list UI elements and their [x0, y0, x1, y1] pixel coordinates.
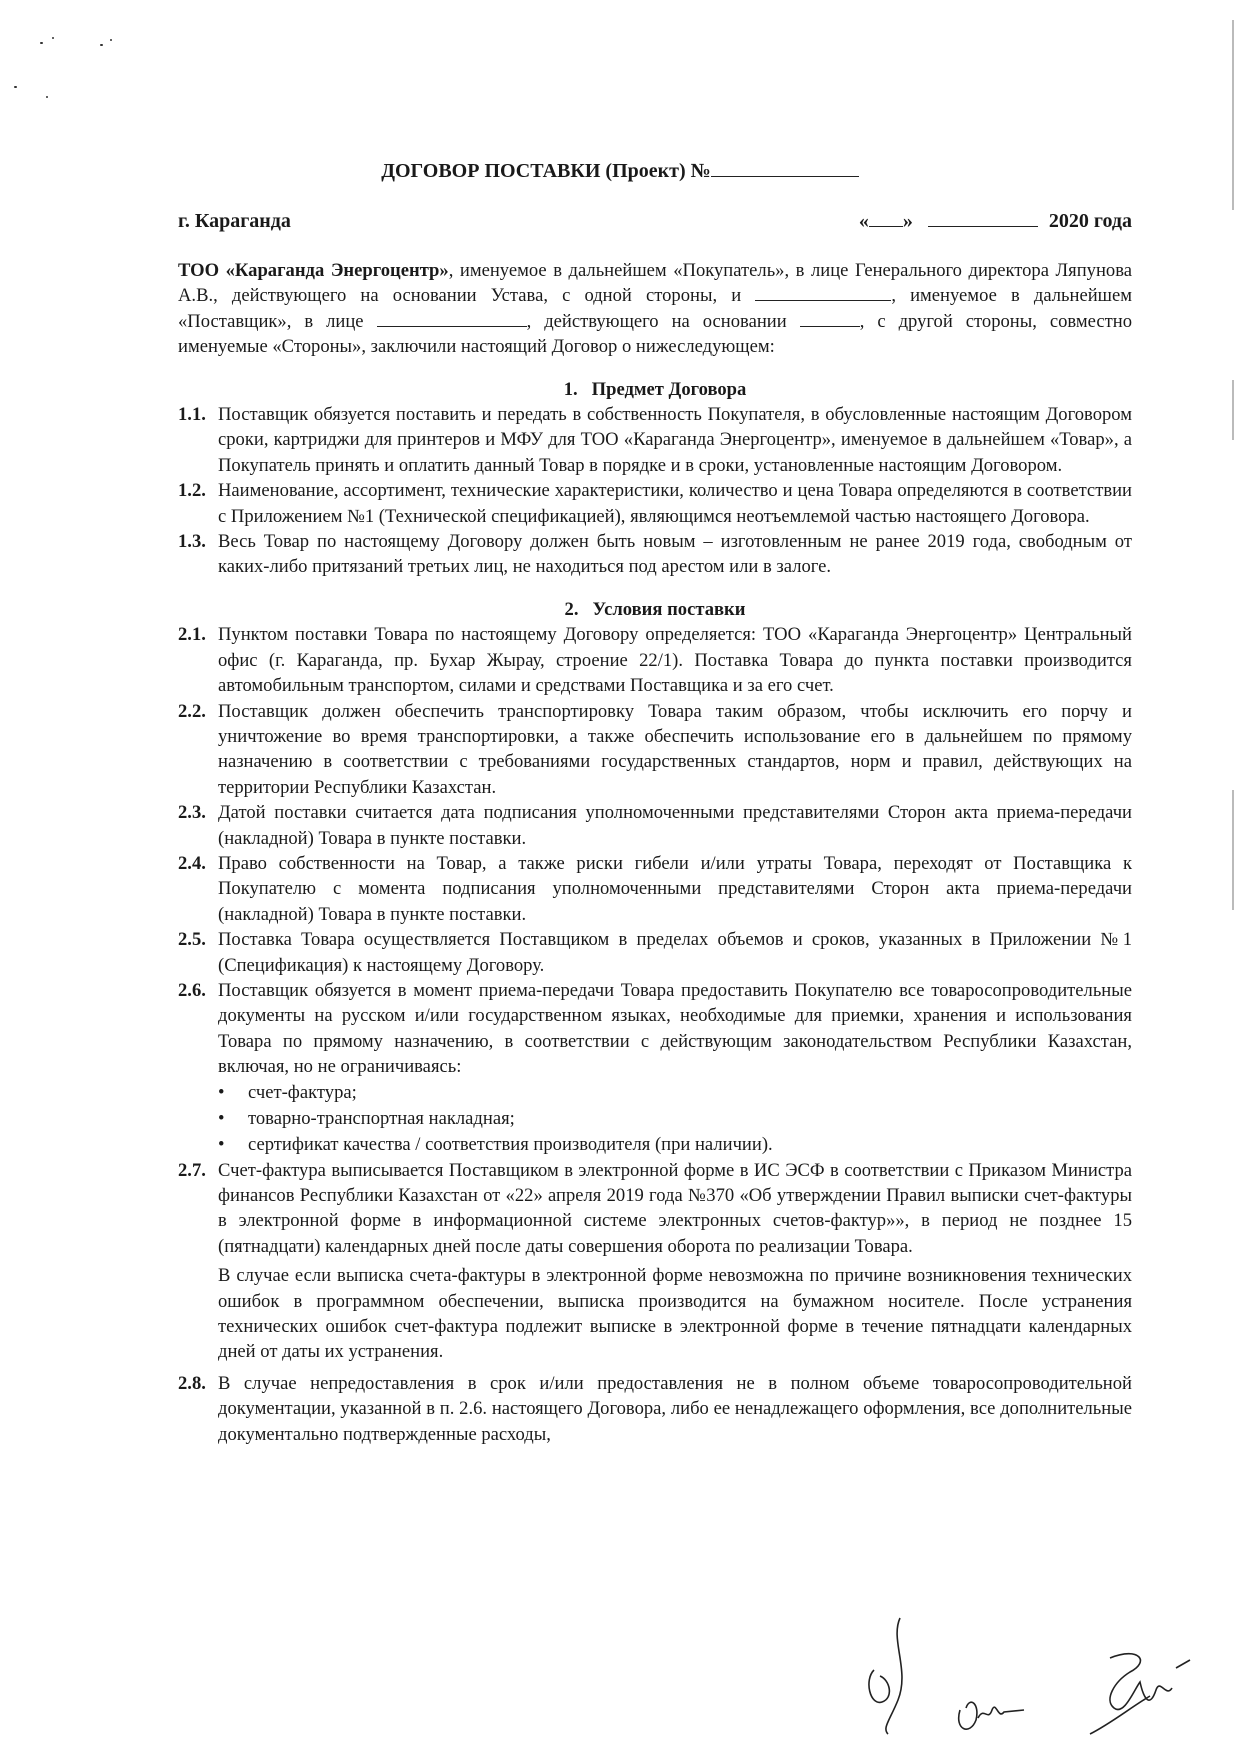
- bullet-icon: •: [218, 1081, 225, 1103]
- list-item: • товарно-транспортная накладная;: [178, 1106, 1132, 1132]
- document-title: ДОГОВОР ПОСТАВКИ (Проект) №: [0, 158, 1240, 183]
- bullet-icon: •: [218, 1133, 225, 1155]
- document-body: [178, 258, 1132, 1447]
- clause-2-2: 2.2. Поставщик должен обеспечить транспортировку Товара таким образом, чтобы исключить его порчу и уничтожение во время транспортировки, а также обеспечить использование его в дальнейшем по прямому назначению в соответствии с требованиями государственных стандартов, норм и правил, действующих на территории Республики Казахстан.: [178, 700, 1132, 798]
- signature-initials-3: [1080, 1638, 1200, 1748]
- preamble: ТОО «Караганда Энергоцентр», именуемое в дальнейшем «Покупатель», в лице Генерального директора Ляпунова А.В., действующего на основании Устава, с одной стороны, и , именуемое в дальнейшем «Поставщик», в лице , действующего на основании , с другой стороны, совместно именуемые «Стороны», заключили настоящий Договор о нижеследующем:: [178, 260, 1132, 358]
- city: г. Караганда: [178, 210, 291, 232]
- clause-1-3: 1.3. Весь Товар по настоящему Договору должен быть новым – изготовленным не ранее 2019 года, свободным от каких-либо притязаний третьих лиц, не находиться под арестом или в залоге.: [178, 531, 1132, 578]
- clause-1-2: 1.2. Наименование, ассортимент, технические характеристики, количество и цена Товара определяются в соответствии с Приложением №1 (Технической спецификацией), являющимся неотъемлемой частью настоящего Договора.: [178, 480, 1132, 527]
- section-1-heading: 1. Предмет Договора: [563, 378, 747, 400]
- clause-2-5: 2.5. Поставка Товара осуществляется Поставщиком в пределах объемов и сроков, указанных в Приложении №1 (Спецификация) к настоящему Договору.: [178, 929, 1132, 976]
- scan-edge-shadow: [1232, 790, 1234, 910]
- signature-initials-1: [860, 1610, 920, 1740]
- clause-2-4: 2.4. Право собственности на Товар, а также риски гибели и/или утраты Товара, переходят от Поставщика к Покупателю с момента подписания уполномоченными представителями Сторон акта приема-передачи (накладной) Товара в пункте поставки.: [178, 852, 1132, 925]
- scan-speck: [52, 37, 54, 39]
- list-item: • счет-фактура;: [178, 1080, 1132, 1106]
- list-item: • сертификат качества / соответствия производителя (при наличии).: [178, 1132, 1132, 1158]
- scan-edge-shadow: [1232, 380, 1234, 440]
- clause-2-1: 2.1. Пунктом поставки Товара по настоящему Договору определяется: ТОО «Караганда Энергоцентр» Центральный офис (г. Караганда, пр. Бухар Жырау, строение 22/1). Поставка Товара до пункта поставки производится автомобильным транспортом, силами и средствами Поставщика и за его счет.: [178, 624, 1132, 697]
- scan-speck: [110, 39, 112, 41]
- clause-2-6: 2.6. Поставщик обязуется в момент приема-передачи Товара предоставить Покупателю все товаросопроводительные документы на русском и/или государственном языках, необходимые для приемки, хранения и использования Товара по прямому назначению, в соответствии с действующим законодательством Республики Казахстан, включая, но не ограничиваясь:: [178, 979, 1132, 1078]
- clause-2-3: 2.3. Датой поставки считается дата подписания уполномоченными представителями Сторон акта приема-передачи (накладной) Товара в пункте поставки.: [178, 802, 1132, 849]
- contract-number-blank: [711, 158, 859, 177]
- scan-speck: [100, 44, 103, 46]
- scan-speck: [46, 96, 48, 98]
- section-2-heading: 2. Условия поставки: [564, 598, 746, 620]
- scan-speck: [14, 86, 17, 88]
- bullet-icon: •: [218, 1107, 225, 1129]
- clause-1-1: 1.1. Поставщик обязуется поставить и передать в собственность Покупателя, в обусловленные настоящим Договором сроки, картриджи для принтеров и МФУ для ТОО «Караганда Энергоцентр», именуемое в дальнейшем «Товар», а Покупатель принять и оплатить данный Товар в порядке и в сроки, установленные настоящим Договором.: [178, 404, 1132, 476]
- clause-2-7-paragraph: В случае если выписка счета-фактуры в электронной форме невозможна по причине возникновения технических ошибок в программном обеспечении, выписка производится на бумажном носителе. После устранения технических ошибок счет-фактура подлежит выписке в электронной форме в течение пятнадцати календарных дней от даты их устранения.: [218, 1265, 1132, 1363]
- scan-speck: [40, 42, 43, 44]
- city-date-line: [178, 210, 1132, 233]
- signature-initials-2: [950, 1660, 1030, 1740]
- clause-2-7: 2.7. Счет-фактура выписывается Поставщиком в электронной форме в ИС ЭСФ в соответствии с Приказом Министра финансов Республики Казахстан от «22» апреля 2019 года №370 «Об утверждении Правил выписки счет-фактуры в электронной форме в информационной системе электронных счетов-фактур»», в период не позднее 15 (пятнадцати) календарных дней после даты совершения оборота по реализации Товара.: [178, 1159, 1132, 1257]
- contract-date: « » 2020 года: [858, 210, 1132, 232]
- clause-2-8: 2.8. В случае непредоставления в срок и/или предоставления не в полном объеме товаросопроводительной документации, указанной в п. 2.6. настоящего Договора, либо ее ненадлежащего оформления, все дополнительные документально подтвержденные расходы,: [178, 1372, 1132, 1445]
